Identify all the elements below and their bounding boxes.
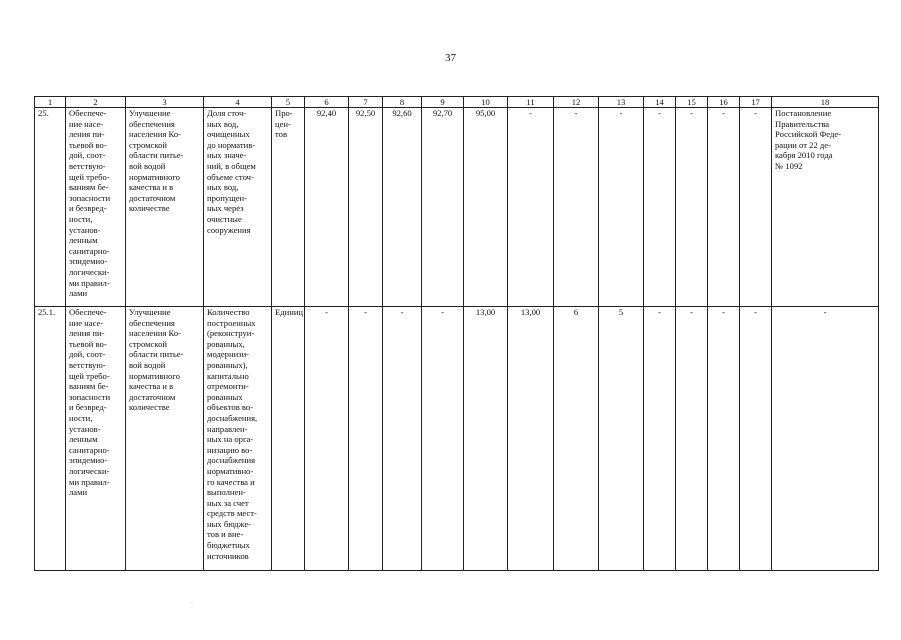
cell-line: построенных — [207, 317, 256, 328]
indicators-table — [34, 96, 879, 571]
cell-line: очищенных — [207, 129, 250, 140]
cell-line: рованных — [207, 391, 243, 402]
column-header-18: 18 — [772, 97, 879, 108]
cell-col-5 — [272, 307, 305, 571]
column-header-4: 4 — [204, 97, 272, 108]
column-header-6: 6 — [305, 97, 349, 108]
cell-line: санитарно- — [69, 245, 110, 256]
cell-col-11: 13,00 — [508, 307, 554, 571]
cell-line: низацию во- — [207, 444, 253, 455]
column-header-7: 7 — [349, 97, 383, 108]
cell-line: ветствую- — [69, 160, 106, 171]
cell-line: направлен- — [207, 423, 248, 434]
cell-line: нормативно- — [207, 465, 254, 476]
cell-line: тов — [275, 129, 287, 140]
cell-line: зопасности — [69, 391, 111, 402]
cell-line: дой, соот- — [69, 349, 106, 360]
cell-col-18 — [772, 108, 879, 307]
column-header-1: 1 — [35, 97, 66, 108]
cell-col-11: - — [508, 108, 554, 307]
cell-line: ления пи- — [69, 129, 105, 140]
cell-col-2 — [66, 108, 126, 307]
cell-line: Правительства — [775, 118, 830, 129]
cell-line: ний, в общем — [207, 160, 256, 171]
cell-col-17: - — [740, 307, 772, 571]
cell-line: пропущен- — [207, 192, 247, 203]
column-header-11: 11 — [508, 97, 554, 108]
cell-line: источников — [207, 550, 249, 561]
cell-col-5 — [272, 108, 305, 307]
cell-line: ваниям бе- — [69, 381, 109, 392]
cell-line: количестве — [129, 203, 170, 214]
cell-line: Про- — [275, 108, 293, 118]
cell-line: кабря 2010 года — [775, 150, 833, 161]
cell-line: ных через — [207, 203, 244, 214]
cell-line: качества и в — [129, 182, 174, 193]
cell-col-13: 5 — [599, 307, 644, 571]
column-header-8: 8 — [383, 97, 422, 108]
cell-line: достаточном — [129, 391, 176, 402]
cell-line: доснабжения, — [207, 412, 258, 423]
cell-col-14: - — [644, 108, 676, 307]
cell-line: очистные — [207, 213, 242, 224]
cell-line: качества и в — [129, 381, 174, 392]
cell-line: капитально — [207, 370, 249, 381]
cell-col-18 — [772, 307, 879, 571]
cell-line: Единиц — [275, 307, 304, 317]
cell-line: установ- — [69, 423, 101, 434]
cell-line: логически- — [69, 266, 110, 277]
cell-line: лами — [69, 487, 88, 498]
cell-line: обеспечения — [129, 118, 175, 129]
cell-line: зопасности — [69, 192, 111, 203]
cell-col-8: - — [383, 307, 422, 571]
cell-line: доснабжения — [207, 455, 256, 466]
cell-line: - — [823, 307, 827, 317]
cell-line: ности, — [69, 412, 93, 423]
column-header-10: 10 — [464, 97, 508, 108]
cell-line: и безвред- — [69, 402, 107, 413]
header-row — [35, 97, 879, 108]
cell-line: вой водой — [129, 160, 166, 171]
cell-col-1: 25.1. — [35, 307, 66, 571]
cell-line: до норматив- — [207, 139, 256, 150]
cell-line: санитарно- — [69, 444, 110, 455]
cell-line: ние насе- — [69, 118, 104, 129]
cell-line: ленным — [69, 434, 98, 445]
cell-line: ленным — [69, 235, 98, 246]
cell-line: ных значе- — [207, 150, 247, 161]
table-row — [35, 108, 879, 307]
cell-line: объеме сточ- — [207, 171, 254, 182]
scan-mark: . . — [190, 600, 195, 606]
cell-line: щей требо- — [69, 370, 110, 381]
cell-line: тьевой во- — [69, 338, 107, 349]
cell-line: нормативного — [129, 171, 180, 182]
cell-line: ных вод, — [207, 118, 239, 129]
column-header-16: 16 — [708, 97, 740, 108]
column-header-13: 13 — [599, 97, 644, 108]
cell-col-15: - — [676, 307, 708, 571]
page-number: 37 — [445, 52, 456, 64]
cell-line: отремонти- — [207, 381, 249, 392]
cell-line: № 1092 — [775, 160, 803, 171]
cell-col-7: - — [349, 307, 383, 571]
cell-line: щей требо- — [69, 171, 110, 182]
column-header-17: 17 — [740, 97, 772, 108]
cell-line: населения Ко- — [129, 129, 182, 140]
cell-line: рованных), — [207, 359, 248, 370]
cell-line: обеспечения — [129, 317, 175, 328]
cell-line: Российской Феде- — [775, 129, 842, 140]
cell-col-1: 25. — [35, 108, 66, 307]
cell-line: Доля сточ- — [207, 108, 247, 118]
cell-col-3 — [126, 108, 204, 307]
cell-col-9: - — [422, 307, 464, 571]
cell-col-12: 6 — [554, 307, 599, 571]
cell-line: ваниям бе- — [69, 182, 109, 193]
cell-line: Обеспече- — [69, 108, 107, 118]
cell-line: го качества и — [207, 476, 255, 487]
cell-line: стромской — [129, 338, 167, 349]
cell-line: цен- — [275, 118, 291, 129]
cell-line: модернизи- — [207, 349, 250, 360]
cell-line: рованных, — [207, 338, 245, 349]
cell-line: тов и вне- — [207, 529, 244, 540]
cell-line: Обеспече- — [69, 307, 107, 317]
cell-line: Постановление — [775, 108, 832, 118]
cell-line: ных бюдже- — [207, 518, 252, 529]
cell-line: лами — [69, 288, 88, 299]
cell-line: тьевой во- — [69, 139, 107, 150]
cell-line: достаточном — [129, 192, 176, 203]
cell-col-13: - — [599, 108, 644, 307]
cell-line: бюджетных — [207, 540, 250, 551]
cell-line: населения Ко- — [129, 328, 182, 339]
cell-line: нормативного — [129, 370, 180, 381]
cell-line: ления пи- — [69, 328, 105, 339]
cell-line: ных за счет — [207, 497, 249, 508]
cell-line: области питье- — [129, 349, 184, 360]
cell-line: установ- — [69, 224, 101, 235]
cell-col-4 — [204, 108, 272, 307]
column-header-9: 9 — [422, 97, 464, 108]
cell-line: ние насе- — [69, 317, 104, 328]
column-header-3: 3 — [126, 97, 204, 108]
cell-line: ности, — [69, 213, 93, 224]
cell-col-4 — [204, 307, 272, 571]
cell-line: эпидемио- — [69, 455, 108, 466]
cell-col-7: 92,50 — [349, 108, 383, 307]
cell-line: области питье- — [129, 150, 184, 161]
cell-col-8: 92,60 — [383, 108, 422, 307]
cell-line: (реконструи- — [207, 328, 255, 339]
cell-line: стромской — [129, 139, 167, 150]
cell-line: средств мест- — [207, 508, 257, 519]
cell-col-2 — [66, 307, 126, 571]
cell-col-9: 92,70 — [422, 108, 464, 307]
cell-col-14: - — [644, 307, 676, 571]
column-header-2: 2 — [66, 97, 126, 108]
cell-line: и безвред- — [69, 203, 107, 214]
cell-col-3 — [126, 307, 204, 571]
cell-col-15: - — [676, 108, 708, 307]
cell-line: Улучшение — [129, 108, 171, 118]
cell-line: количестве — [129, 402, 170, 413]
cell-col-17: - — [740, 108, 772, 307]
cell-line: дой, соот- — [69, 150, 106, 161]
cell-line: логически- — [69, 465, 110, 476]
cell-col-12: - — [554, 108, 599, 307]
column-header-5: 5 — [272, 97, 305, 108]
cell-col-10: 13,00 — [464, 307, 508, 571]
cell-line: ми правил- — [69, 476, 110, 487]
cell-col-16: - — [708, 108, 740, 307]
cell-line: объектов во- — [207, 402, 254, 413]
cell-col-6: 92,40 — [305, 108, 349, 307]
cell-line: рации от 22 де- — [775, 139, 831, 150]
cell-col-10: 95,00 — [464, 108, 508, 307]
cell-line: сооружения — [207, 224, 251, 235]
cell-line: ных вод, — [207, 182, 239, 193]
cell-line: ми правил- — [69, 277, 110, 288]
cell-line: ных на орга- — [207, 434, 254, 445]
cell-col-6: - — [305, 307, 349, 571]
cell-line: выполнен- — [207, 487, 246, 498]
cell-line: Количество — [207, 307, 250, 317]
table-row — [35, 307, 879, 571]
cell-line: Улучшение — [129, 307, 171, 317]
cell-line: вой водой — [129, 359, 166, 370]
column-header-14: 14 — [644, 97, 676, 108]
column-header-12: 12 — [554, 97, 599, 108]
column-header-15: 15 — [676, 97, 708, 108]
cell-line: ветствую- — [69, 359, 106, 370]
cell-col-16: - — [708, 307, 740, 571]
cell-line: эпидемио- — [69, 256, 108, 267]
